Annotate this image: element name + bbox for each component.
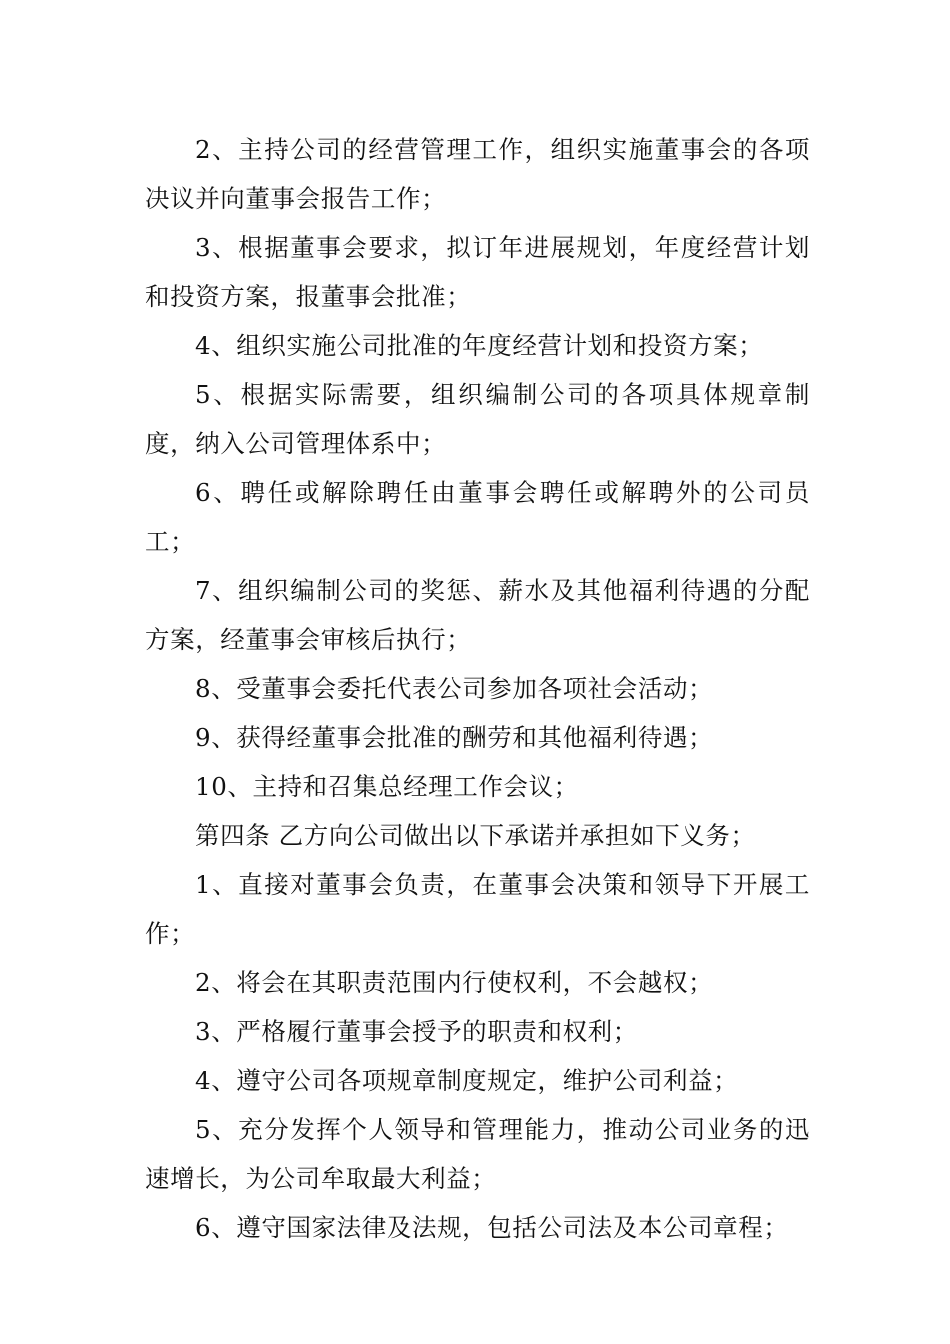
paragraph-duty-10: 10、主持和召集总经理工作会议； (195, 772, 579, 801)
paragraph-duty-2: 2、主持公司的经营管理工作，组织实施董事会的各项决议并向董事会报告工作； (145, 135, 810, 213)
paragraph-obligation-5: 5、充分发挥个人领导和管理能力，推动公司业务的迅速增长，为公司牟取最大利益； (145, 1115, 810, 1193)
paragraph-duty-4: 4、组织实施公司批准的年度经营计划和投资方案； (195, 331, 764, 360)
paragraph-obligation-6: 6、遵守国家法律及法规，包括公司法及本公司章程； (195, 1213, 789, 1242)
paragraph-duty-5: 5、根据实际需要，组织编制公司的各项具体规章制度，纳入公司管理体系中； (145, 380, 810, 458)
paragraph-duty-6: 6、聘任或解除聘任由董事会聘任或解聘外的公司员工； (145, 478, 810, 556)
paragraph-duty-8: 8、受董事会委托代表公司参加各项社会活动； (195, 674, 714, 703)
paragraph-obligation-2: 2、将会在其职责范围内行使权利，不会越权； (195, 968, 714, 997)
document-body (145, 125, 810, 1252)
paragraph-obligation-3: 3、严格履行董事会授予的职责和权利； (195, 1017, 638, 1046)
paragraph-duty-9: 9、获得经董事会批准的酬劳和其他福利待遇； (195, 723, 714, 752)
paragraph-obligation-4: 4、遵守公司各项规章制度规定，维护公司利益； (195, 1066, 739, 1095)
article-four-heading: 第四条 乙方向公司做出以下承诺并承担如下义务； (195, 821, 756, 850)
paragraph-duty-3: 3、根据董事会要求，拟订年进展规划，年度经营计划和投资方案，报董事会批准； (145, 233, 810, 311)
paragraph-duty-7: 7、组织编制公司的奖惩、薪水及其他福利待遇的分配方案，经董事会审核后执行； (145, 576, 810, 654)
paragraph-obligation-1: 1、直接对董事会负责，在董事会决策和领导下开展工作； (145, 870, 810, 948)
